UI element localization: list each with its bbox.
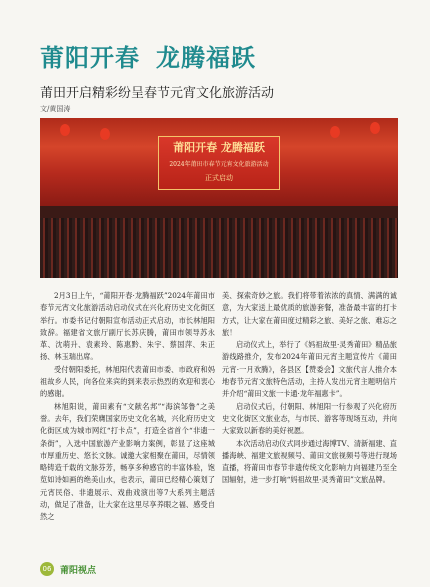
- lantern-decoration: [100, 128, 110, 140]
- byline: 文/黄国涛: [40, 105, 71, 113]
- stage-banner: [158, 136, 280, 190]
- title-part-2: 龙腾福跃: [156, 43, 256, 72]
- banner-subtitle: 2024年莆田市春节元宵文化旅游活动: [169, 161, 269, 168]
- section-name: 莆阳视点: [60, 565, 97, 576]
- paragraph: 2月3日上午，“莆阳开春·龙腾福跃”2024年莆田市春节元宵文化旅游活动启动仪式在兴化府历史文化街区举行。市委书记付朝阳宣布活动正式启动，市长林旭阳致辞。福建省文旅厅副厅长苏庆腾，莆田市领导苏永革、沈萌升、袁素玲、陈惠黔、朱宇、蔡国萍、朱正扬、林玉瑞出席。: [40, 291, 215, 362]
- article-column-right: [222, 290, 397, 487]
- title-part-1: 莆阳开春: [40, 43, 140, 72]
- paragraph: 林旭阳说，莆田素有“文献名邦”“海滨邹鲁”之美誉。去年，我们荣膺国家历史文化名城，兴化府历史文化街区成为城市网红“打卡点”，打造全省首个“非遗一条街”，入选中国旅游产业影响力案例，彰显了这座城市厚重历史、悠长文脉。诚邀大家相聚在莆田，尽情领略铸造千载的文脉芬芳，畅享多种感官的丰富体验，饱览如诗如画的绝美山水，也表示，莆田已经精心策划了元宵民俗、非遗展示、戏曲戏演出等7大系列主题活动，做足了准备，让大家在这里尽享养眼之福、感受自然之: [40, 401, 215, 522]
- paragraph: 本次活动启动仪式同步通过海博TV、清新福建、直播海峡、福建文旅视频号、莆田文旅视频号等进行现场直播，将莆田市春节非遗传统文化影响力向福建乃至全国辐射，进一步打响“妈祖故里·灵秀莆田”文旅品牌。: [222, 438, 397, 485]
- page-footer: [40, 562, 96, 576]
- lantern-decoration: [60, 124, 70, 136]
- article-column-left: [40, 290, 215, 524]
- banner-title: 莆阳开春 龙腾福跃: [173, 141, 265, 154]
- paragraph: 启动仪式后，付朝阳、林旭阳一行参观了兴化府历史文化街区文旅业态，与市民、游客等现场互动，并向大家致以新春的美好祝愿。: [222, 401, 397, 436]
- article-subtitle: 莆田开启精彩纷呈春节元宵文化旅游活动: [40, 86, 275, 101]
- event-photo: [40, 118, 398, 278]
- page-number-badge: 06: [40, 562, 54, 576]
- article-title: [40, 38, 256, 73]
- banner-launch-text: 正式启动: [205, 174, 233, 182]
- audience-crowd: [40, 218, 398, 278]
- paragraph: 受付朝阳委托，林旭阳代表莆田市委、市政府和妈祖故乡人民，向各位来宾的到来表示热烈的欢迎和衷心的感谢。: [40, 364, 215, 399]
- paragraph: 美、探索奇妙之旅。我们将带着浓浓的真情、满满的诚意，为大家送上最优质的旅游套餐，准备最丰富的打卡方式，让大家在莆田度过精彩之旅、美好之旅、难忘之旅！: [222, 291, 397, 337]
- paragraph: 启动仪式上，举行了《妈祖故里·灵秀莆田》精品旅游线路推介，发布2024年莆田元宵主题宣传片《莆田元宵·一月欢腾》，各县区【赞委会】文旅代言人推介本地春节元宵文旅特色活动，主持人发出元宵主题明信片并介绍“莆田文旅一卡通·龙年福惠卡”。: [222, 340, 397, 399]
- lantern-decoration: [370, 122, 380, 134]
- lantern-decoration: [330, 126, 340, 138]
